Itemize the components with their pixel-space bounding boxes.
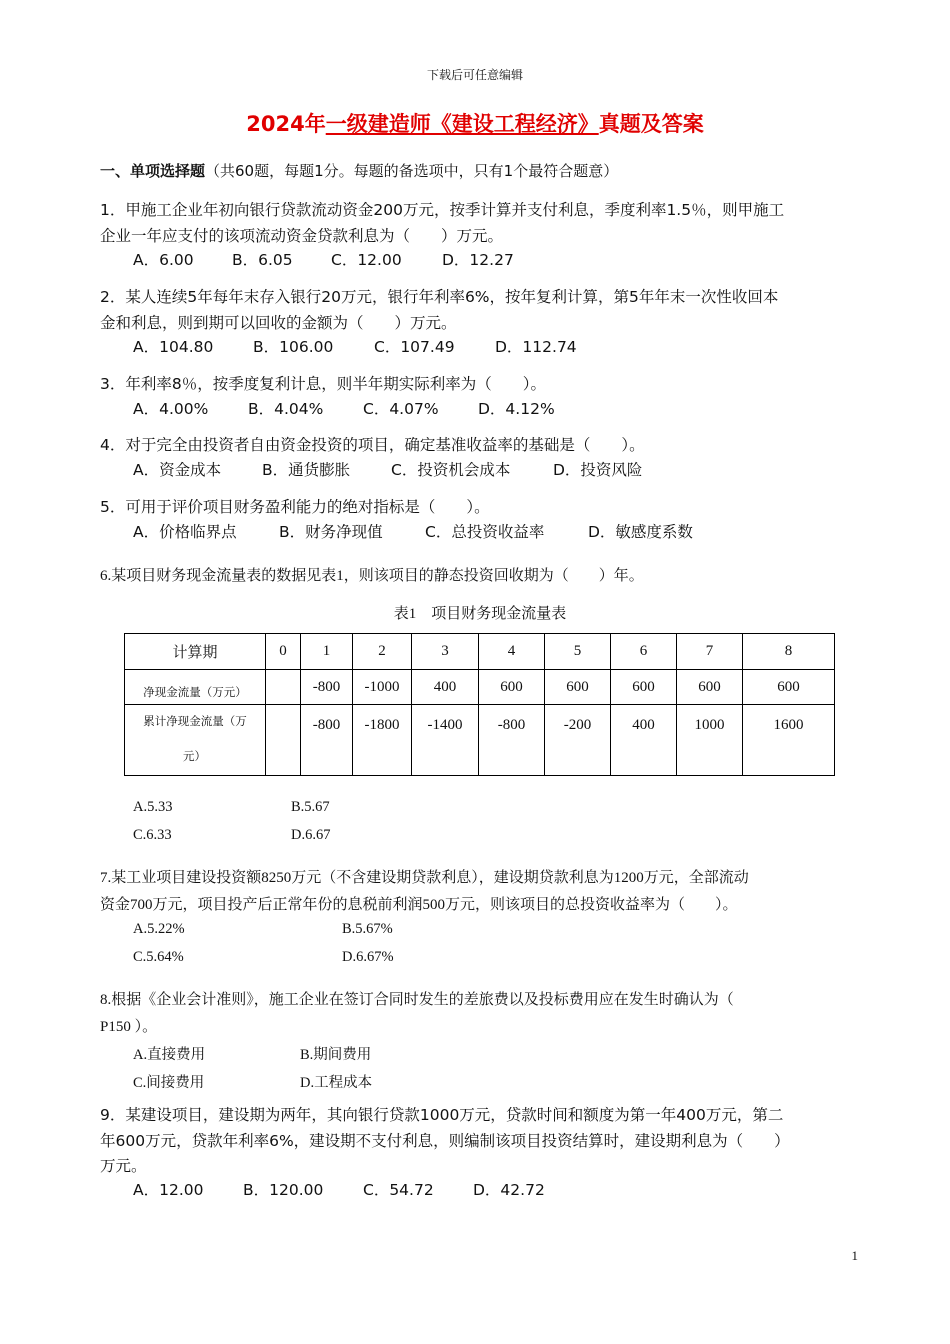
title-exam-name: 一级建造师《建设工程经济》 <box>325 112 599 136</box>
q3-line1: 3．年利率8％，按季度复利计息，则半年期实际利率为（ ）。 <box>100 375 546 393</box>
table-period: 8 <box>743 634 835 670</box>
table-cell <box>266 705 301 776</box>
q7-option-c: C.5.64% <box>133 949 184 965</box>
q9-option-a: A．12.00 <box>133 1181 204 1199</box>
document-title <box>0 108 950 138</box>
q3-option-c: C．4.07% <box>363 400 439 418</box>
q7-option-a: A.5.22% <box>133 921 185 937</box>
table-period: 5 <box>545 634 611 670</box>
row-label-part-a: 累计净现金流量（万 <box>143 716 247 728</box>
q6-option-c: C.6.33 <box>133 827 172 843</box>
section-heading-note: （共60题，每题1分。每题的备选项中，只有1个最符合题意） <box>205 162 619 180</box>
q7-option-d: D.6.67% <box>342 949 394 965</box>
table-cell: -1400 <box>412 705 479 776</box>
q4-option-d: D．投资风险 <box>553 461 643 479</box>
q2-option-d: D．112.74 <box>495 338 577 356</box>
q2-option-c: C．107.49 <box>374 338 455 356</box>
q9-option-b: B．120.00 <box>243 1181 324 1199</box>
q5-line1: 5．可用于评价项目财务盈利能力的绝对指标是（ ）。 <box>100 498 490 516</box>
table-period: 6 <box>611 634 677 670</box>
table-header-row <box>125 634 835 670</box>
section-heading-bold: 一、单项选择题 <box>100 162 206 180</box>
row-label-cumulative-cash-flow <box>125 705 266 776</box>
table-cell: 400 <box>412 670 479 705</box>
table-cell: 600 <box>545 670 611 705</box>
q8-option-b: B.期间费用 <box>300 1047 372 1063</box>
table-cell: -800 <box>301 705 353 776</box>
q8-option-d: D.工程成本 <box>300 1075 373 1091</box>
q1-option-d: D．12.27 <box>442 251 514 269</box>
q1-line2: 企业一年应支付的该项流动资金贷款利息为（ ）万元。 <box>100 227 504 245</box>
q8-line2: P150 ）。 <box>100 1019 158 1035</box>
title-nian: 年 <box>304 112 326 136</box>
q3-option-b: B．4.04% <box>248 400 324 418</box>
cash-flow-table <box>124 633 835 776</box>
table-cell: 600 <box>677 670 743 705</box>
row-label-part-b: 元） <box>183 751 206 763</box>
q9-option-c: C．54.72 <box>363 1181 434 1199</box>
header-note: 下载后可任意编辑 <box>426 68 523 82</box>
table-cell: 1600 <box>743 705 835 776</box>
table-cell: 400 <box>611 705 677 776</box>
q5-option-c: C．总投资收益率 <box>425 523 545 541</box>
table-header-label: 计算期 <box>125 634 266 670</box>
table-cell: 600 <box>479 670 545 705</box>
table-cell: 600 <box>611 670 677 705</box>
q8-option-c: C.间接费用 <box>133 1075 205 1091</box>
table-cell: -800 <box>301 670 353 705</box>
q7-line2: 资金700万元，项目投产后正常年份的息税前利润500万元，则该项目的总投资收益率为（ ）。 <box>100 897 738 913</box>
q4-line1: 4．对于完全由投资者自由资金投资的项目，确定基准收益率的基础是（ ）。 <box>100 436 645 454</box>
table-period: 7 <box>677 634 743 670</box>
q1-line1: 1．甲施工企业年初向银行贷款流动资金200万元，按季计算并支付利息，季度利率1.5％，则甲施工 <box>100 201 785 219</box>
q1-option-b: B．6.05 <box>232 251 293 269</box>
table-cell: -1000 <box>353 670 412 705</box>
q7-option-b: B.5.67% <box>342 921 393 937</box>
q9-option-d: D．42.72 <box>473 1181 545 1199</box>
q3-option-a: A．4.00% <box>133 400 209 418</box>
table-cell: 1000 <box>677 705 743 776</box>
table-period: 0 <box>266 634 301 670</box>
q2-option-a: A．104.80 <box>133 338 214 356</box>
row-label-net-cash-flow: 净现金流量（万元） <box>125 670 266 705</box>
q6-option-d: D.6.67 <box>291 827 331 843</box>
q1-option-c: C．12.00 <box>331 251 402 269</box>
table-cell <box>266 670 301 705</box>
q8-line1: 8.根据《企业会计准则》，施工企业在签订合同时发生的差旅费以及投标费用应在发生时确认为（ <box>100 992 734 1008</box>
q8-option-a: A.直接费用 <box>133 1047 206 1063</box>
title-rest: 真题及答案 <box>598 112 704 136</box>
table-period: 2 <box>353 634 412 670</box>
page-number: 1 <box>851 1248 858 1263</box>
q6-option-a: A.5.33 <box>133 799 173 815</box>
table-period: 1 <box>301 634 353 670</box>
q2-line1: 2．某人连续5年每年末存入银行20万元，银行年利率6%，按年复利计算，第5年年末一次性收回本 <box>100 288 779 306</box>
q5-option-a: A．价格临界点 <box>133 523 237 541</box>
q4-option-c: C．投资机会成本 <box>391 461 511 479</box>
q9-line3: 万元。 <box>100 1157 147 1175</box>
q1-option-a: A．6.00 <box>133 251 194 269</box>
table-row <box>125 670 835 705</box>
section-heading <box>100 160 618 181</box>
q6-option-b: B.5.67 <box>291 799 330 815</box>
q6-line1: 6.某项目财务现金流量表的数据见表1，则该项目的静态投资回收期为（ ）年。 <box>100 568 644 584</box>
table-caption: 表1 项目财务现金流量表 <box>393 606 567 622</box>
q3-option-d: D．4.12% <box>478 400 555 418</box>
q5-option-b: B．财务净现值 <box>279 523 383 541</box>
q5-option-d: D．敏感度系数 <box>588 523 693 541</box>
table-cell: -800 <box>479 705 545 776</box>
q4-option-b: B．通货膨胀 <box>262 461 351 479</box>
table-cell: -200 <box>545 705 611 776</box>
table-period: 3 <box>412 634 479 670</box>
table-cell: 600 <box>743 670 835 705</box>
title-year: 2024 <box>246 112 305 136</box>
q9-line1: 9．某建设项目，建设期为两年，其向银行贷款1000万元，贷款时间和额度为第一年400万元，第二 <box>100 1106 784 1124</box>
table-cell: -1800 <box>353 705 412 776</box>
table-period: 4 <box>479 634 545 670</box>
q7-line1: 7.某工业项目建设投资额8250万元（不含建设期贷款利息），建设期贷款利息为1200万元，全部流动 <box>100 870 749 886</box>
q2-line2: 金和利息，则到期可以回收的金额为（ ）万元。 <box>100 314 457 332</box>
q2-option-b: B．106.00 <box>253 338 334 356</box>
q9-line2: 年600万元，贷款年利率6%，建设期不支付利息，则编制该项目投资结算时，建设期利息为（ ） <box>100 1132 790 1150</box>
table-row <box>125 705 835 776</box>
q4-option-a: A．资金成本 <box>133 461 222 479</box>
